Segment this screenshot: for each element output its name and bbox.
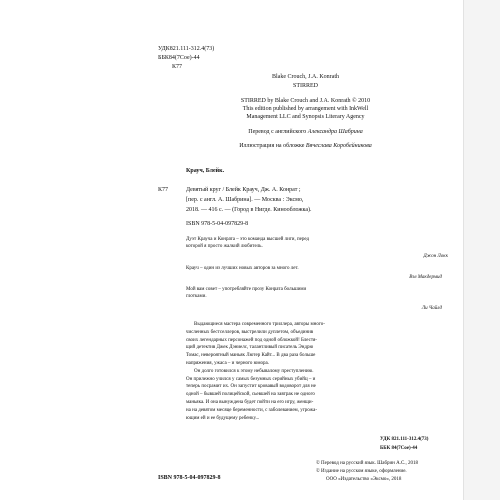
annotation-line: Он долго готовился к этому небывалому преступлению. — [194, 368, 314, 374]
catalog-line: [пер. с англ. А. Шабрина]. — Москва : Эксмо, — [186, 197, 304, 203]
translator-name: Александра Шабрина — [307, 129, 363, 135]
quote-line: которой я просто жалкий любитель. — [186, 244, 263, 249]
annotation-line: одной – бывшей полицейской, сьевшей на завтрак не одного — [186, 392, 315, 398]
page-edge — [463, 0, 500, 500]
annotation — [186, 321, 325, 422]
rights-line: © Перевод на русский язык. Шабрин А.С., 2018 — [316, 461, 419, 466]
annotation-line: на на девятом месяце беременности, с заболеванием, угрожа- — [186, 407, 317, 413]
author-mark: К77 — [172, 64, 183, 70]
rights-notice — [316, 460, 418, 484]
annotation-line: Томас, невероятный маньяк Лютер Кайт... В два раза больше — [186, 353, 316, 359]
quote-line: Крауч – один из лучших новых авторов за много лет. — [186, 266, 299, 271]
catalog-heading: Крауч, Блейк. — [186, 168, 225, 174]
annotation-line: маньяка. И она вынуждена будет пойти на его игру, женщи- — [186, 399, 314, 405]
translation-prefix: Перевод с английского — [248, 129, 308, 135]
catalog-isbn: ISBN 978-5-04-097829-8 — [186, 221, 249, 227]
rights-line: © Издание на русском языке, оформление. — [316, 469, 407, 474]
catalog-line: Девятый круг / Блейк Крауч, Дж. А. Конрат ; — [186, 187, 301, 193]
rights-line: ООО «Издательство «Эксмо», 2018 — [326, 477, 402, 482]
annotation-line: численных бестселлеров, выстрелили дуплетом, объединив — [186, 329, 314, 335]
footer-isbn: ISBN 978-5-04-097829-8 — [158, 475, 221, 481]
catalog-line: 2018. — 416 с. — (Город в Нигде. Кинообложка). — [186, 207, 312, 213]
quote-1 — [186, 236, 309, 250]
catalog-description — [186, 186, 312, 216]
authors-line: Blake Crouch, J.A. Konrath — [272, 74, 339, 80]
annotation-line: Выдающиеся мастера современного триллера, авторы много- — [194, 322, 325, 327]
copyright-line-3: Management LLC and Synopsis Literary Agency — [246, 114, 365, 120]
quote-line: глотками. — [186, 294, 207, 299]
translation-credit — [158, 128, 453, 136]
quote-3 — [186, 286, 306, 300]
original-title: STIRRED — [292, 83, 318, 89]
bbk-code: ББК84(7Сое)-44 — [158, 55, 200, 61]
annotation-line: ющим ей и ее будущему ребенку... — [186, 415, 260, 421]
udk-code: УДК821.111-312.4(73) — [158, 46, 215, 52]
annotation-line: напряжения, ужаса – и черного юмора. — [186, 360, 269, 366]
annotation-line: теперь посрамит их. Он запустит кровавый водоворот для не — [186, 384, 316, 390]
quote-2 — [186, 265, 299, 272]
annotation-line: щий детектив Джек Дэниелс, талантливый писатель Эндрю — [186, 345, 314, 351]
quote-line: Мой вам совет – употребляйте прозу Конрата большими — [186, 287, 307, 292]
bottom-udk: УДК 821.111-312.4(73) — [380, 437, 429, 442]
illustration-prefix: Иллюстрация на обложке — [239, 143, 306, 149]
copyright-line-1: STIRRED by Blake Crouch and J.A. Konrath © 2010 — [240, 98, 371, 104]
quote-1-author: Джон Локк — [423, 254, 448, 259]
quote-2-author: Вэл Макдермид — [409, 275, 442, 280]
catalog-mark: К77 — [158, 187, 169, 193]
illustration-credit — [158, 142, 453, 150]
annotation-line: своих легендарных персонажей под одной обложкой! Блестя- — [186, 337, 317, 343]
bottom-bbk: ББК 84(7Сое)-44 — [380, 446, 418, 451]
illustrator-name: Вячеслава Коробейникова — [305, 143, 372, 149]
quote-3-author: Ли Чайлд — [421, 306, 442, 311]
quote-line: Дуэт Крауча и Конрата – это команда высшей лиги, перед — [186, 237, 310, 242]
annotation-line: Он прилежно учился у самых безумных серийных убийц – и — [186, 376, 316, 382]
copyright-line-2: This edition published by arrangement with InkWell — [242, 106, 369, 112]
